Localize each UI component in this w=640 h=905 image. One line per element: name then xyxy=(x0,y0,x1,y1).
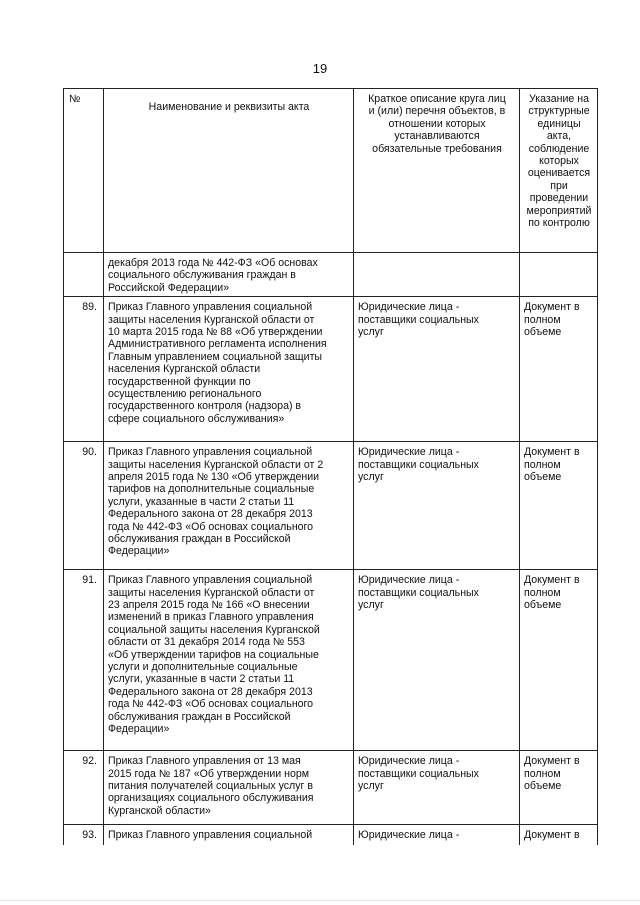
row-number: 90. xyxy=(64,442,104,570)
continuation-subjects xyxy=(354,253,520,297)
continuation-unit xyxy=(520,253,598,297)
row-subjects: Юридические лица - поставщики социальных услуг xyxy=(354,570,520,751)
table-row xyxy=(64,570,598,751)
row-subjects: Юридические лица - поставщики социальных услуг xyxy=(354,751,520,825)
row-number: 92. xyxy=(64,751,104,825)
row-unit: Документ в полном объеме xyxy=(520,442,598,570)
row-subjects: Юридические лица - xyxy=(354,825,520,845)
table-row xyxy=(64,751,598,825)
row-subjects: Юридические лица - поставщики социальных услуг xyxy=(354,297,520,442)
row-unit: Документ в полном объеме xyxy=(520,570,598,751)
legal-acts-table xyxy=(63,88,598,845)
row-number: 91. xyxy=(64,570,104,751)
table-header-row xyxy=(64,89,598,253)
table-row xyxy=(64,297,598,442)
continuation-number xyxy=(64,253,104,297)
header-structural-units: Указание на структурные единицы акта, соблюдение которых оценивается при проведении мероприятий по контролю xyxy=(520,89,598,253)
header-number: № xyxy=(64,89,104,253)
row-act-name: Приказ Главного управления социальной xyxy=(104,825,354,845)
row-act-name: Приказ Главного управления социальной защиты населения Курганской области от 2 апреля 2015 года № 130 «Об утверждении тарифов на дополнительные социальные услуги, указанные в части 2 статьи 11 Федерального закона от 28 декабря 2013 года № 442-ФЗ «Об основах социального обслуживания граждан в Российской Федерации» xyxy=(104,442,354,570)
row-act-name: Приказ Главного управления социальной защиты населения Курганской области от 23 апреля 2015 года № 166 «О внесении изменений в приказ Главного управления социальной защиты населения Курганской области от 31 декабря 2014 года № 553 «Об утверждении тарифов на социальные услуги и дополнительные социальные услуги, указанные в части 2 статьи 11 Федерального закона от 28 декабря 2013 года № 442-ФЗ «Об основах социального обслуживания граждан в Российской Федерации» xyxy=(104,570,354,751)
row-unit: Документ в полном объеме xyxy=(520,751,598,825)
row-act-name: Приказ Главного управления от 13 мая 2015 года № 187 «Об утверждении норм питания получателей социальных услуг в организациях социального обслуживания Курганской области» xyxy=(104,751,354,825)
page-bottom-edge xyxy=(0,900,640,901)
row-number: 89. xyxy=(64,297,104,442)
header-subjects: Краткое описание круга лиц и (или) перечня объектов, в отношении которых устанавливаются обязательные требования xyxy=(354,89,520,253)
row-unit: Документ в полном объеме xyxy=(520,297,598,442)
continuation-act-name: декабря 2013 года № 442-ФЗ «Об основах социального обслуживания граждан в Российской Федерации» xyxy=(104,253,354,297)
table-row xyxy=(64,825,598,845)
row-number: 93. xyxy=(64,825,104,845)
page-number: 19 xyxy=(312,61,328,76)
header-act-name: Наименование и реквизиты акта xyxy=(104,89,354,253)
row-subjects: Юридические лица - поставщики социальных услуг xyxy=(354,442,520,570)
row-act-name: Приказ Главного управления социальной защиты населения Курганской области от 10 марта 2015 года № 88 «Об утверждении Административного регламента исполнения Главным управлением социальной защиты населения Курганской области государственной функции по осуществлению регионального государственного контроля (надзора) в сфере социального обслуживания» xyxy=(104,297,354,442)
table-row xyxy=(64,442,598,570)
continuation-row xyxy=(64,253,598,297)
row-unit: Документ в xyxy=(520,825,598,845)
